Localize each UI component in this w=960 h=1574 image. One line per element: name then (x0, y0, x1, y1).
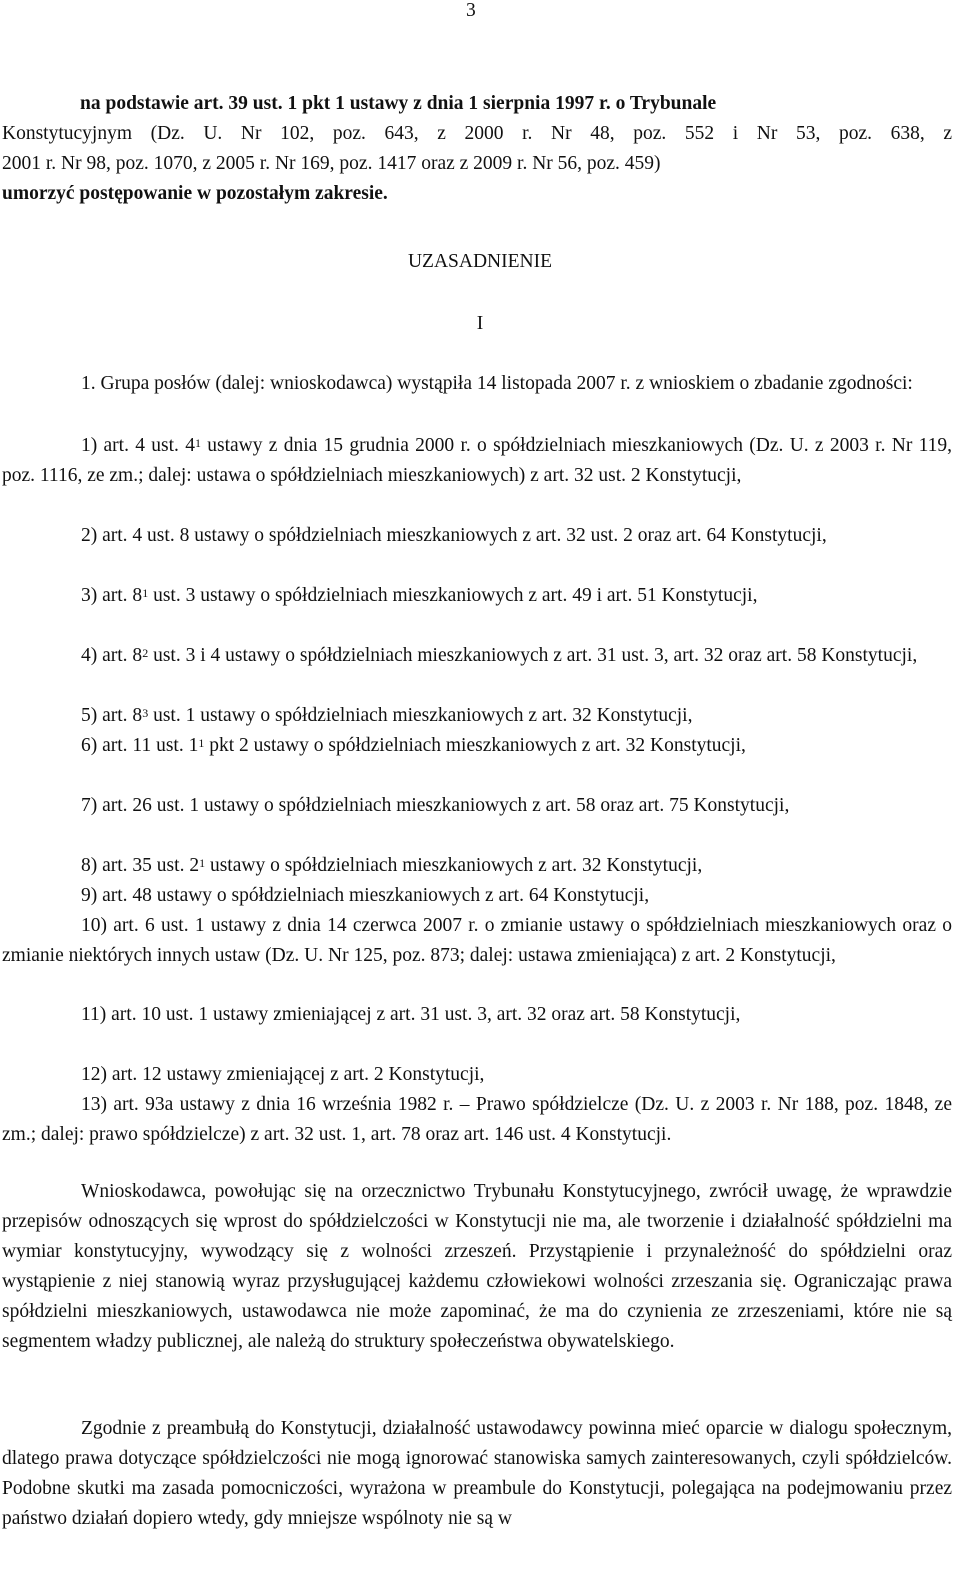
list-item (2, 1060, 952, 1090)
list-item-text-continued: ustawy o spółdzielniach mieszkaniowych z art. 32 Konstytucji, (205, 855, 703, 876)
list-item-text-continued: ustawy z dnia 15 grudnia 2000 r. o spółdzielniach mieszkaniowych (Dz. U. z 2003 r. Nr 119, poz. 1116, ze zm.; dalej: ustawa o spółdzielniach mieszkaniowych) z art. 32 ust. 2 Konstytucji, (2, 435, 952, 486)
list-item-text-continued: ust. 3 ustawy o spółdzielniach mieszkaniowych z art. 49 i art. 51 Konstytucji, (148, 585, 758, 606)
list-item-text: 9) art. 48 ustawy o spółdzielniach mieszkaniowych z art. 64 Konstytucji, (81, 885, 650, 906)
list-item-text: 2) art. 4 ust. 8 ustawy o spółdzielniach mieszkaniowych z art. 32 ust. 2 oraz art. 64 Konstytucji, (81, 525, 827, 546)
list-item (2, 791, 952, 821)
paragraph-1: Wnioskodawca, powołując się na orzecznictwo Trybunału Konstytucyjnego, zwrócił uwagę, że wprawdzie przepisów odnoszących się wprost do spółdzielczości w Konstytucji nie ma, ale tworzenie i działalność spółdzielni ma wymiar konstytucyjny, wywodzący się z wolności zrzeszeń. Przystąpienie i przynależność do spółdzielni oraz wystąpienie z niej stanowią wyraz przysługującej każdemu człowiekowi wolności zrzeszania się. Ograniczając prawa spółdzielni mieszkaniowych, ustawodawca nie może zapominać, że ma do czynienia ze zrzeszeniami, które nie są segmentem władzy publicznej, ale należą do struktury społeczeństwa obywatelskiego. (2, 1181, 952, 1352)
superscript: 1 (194, 436, 201, 450)
decision-line-2: Konstytucyjnym (Dz. U. Nr 102, poz. 643, z 2000 r. Nr 48, poz. 552 i Nr 53, poz. 638, z (2, 123, 952, 144)
decision-line-1: na podstawie art. 39 ust. 1 pkt 1 ustawy z dnia 1 sierpnia 1997 r. o Trybunale (80, 93, 717, 114)
list-item (2, 1090, 952, 1150)
paragraph-2: Zgodnie z preambułą do Konstytucji, działalność ustawodawcy powinna mieć oparcie w dialogu społecznym, dlatego prawa dotyczące spółdzielczości nie mogą ignorować stanowiska samych zainteresowanych, czyli spółdzielców. Podobne skutki ma zasada pomocniczości, wyrażona w preambule do Konstytucji, polegająca na podejmowaniu przez państwo działań dopiero wtedy, gdy mniejsze wspólnoty nie są w (2, 1418, 952, 1529)
list-item (2, 881, 952, 911)
superscript: 2 (142, 646, 149, 660)
list-item (2, 701, 952, 731)
list-item-text-continued: pkt 2 ustawy o spółdzielniach mieszkaniowych z art. 32 Konstytucji, (204, 735, 746, 756)
list-item-text: 5) art. 8 (81, 705, 143, 726)
list-item-text: 1) art. 4 ust. 4 (81, 435, 195, 456)
list-item (2, 851, 952, 881)
list-item (2, 431, 952, 491)
page-number: 3 (466, 0, 476, 21)
list-item-text-continued: ust. 1 ustawy o spółdzielniach mieszkaniowych z art. 32 Konstytucji, (148, 705, 693, 726)
list-item (2, 731, 952, 761)
superscript: 3 (142, 706, 149, 720)
list-item-text: 13) art. 93a ustawy z dnia 16 września 1982 r. – Prawo spółdzielcze (Dz. U. z 2003 r. Nr 188, poz. 1848, ze zm.; dalej: prawo spółdzielcze) z art. 32 ust. 1, art. 78 oraz art. 146 ust. 4 Konstytucji. (2, 1094, 952, 1145)
list-item-text-continued: ust. 3 i 4 ustawy o spółdzielniach mieszkaniowych z art. 31 ust. 3, art. 32 oraz art. 58 Konstytucji, (148, 645, 918, 666)
list-item-text: 6) art. 11 ust. 1 (81, 735, 199, 756)
superscript: 1 (199, 856, 206, 870)
list-item-text: 12) art. 12 ustawy zmieniającej z art. 2 Konstytucji, (81, 1064, 485, 1085)
section-heading: UZASADNIENIE (407, 251, 553, 272)
superscript: 1 (142, 586, 149, 600)
section-number: I (476, 313, 484, 334)
list-item-text: 8) art. 35 ust. 2 (81, 855, 200, 876)
list-item (2, 911, 952, 971)
intro-paragraph: 1. Grupa posłów (dalej: wnioskodawca) wystąpiła 14 listopada 2007 r. z wnioskiem o zbadanie zgodności: (81, 373, 913, 394)
list-item-text: 7) art. 26 ust. 1 ustawy o spółdzielniach mieszkaniowych z art. 58 oraz art. 75 Konstytucji, (81, 795, 790, 816)
decision-line-4: umorzyć postępowanie w pozostałym zakresie. (2, 183, 388, 204)
list-item-text: 10) art. 6 ust. 1 ustawy z dnia 14 czerwca 2007 r. o zmianie ustawy o spółdzielniach mieszkaniowych oraz o zmianie niektórych innych ustaw (Dz. U. Nr 125, poz. 873; dalej: ustawa zmieniająca) z art. 2 Konstytucji, (2, 915, 952, 966)
superscript: 1 (198, 736, 205, 750)
list-item-text: 11) art. 10 ust. 1 ustawy zmieniającej z art. 31 ust. 3, art. 32 oraz art. 58 Konstytucji, (81, 1004, 741, 1025)
list-item (2, 521, 952, 551)
list-item (2, 641, 952, 671)
list-item-text: 3) art. 8 (81, 585, 143, 606)
list-item (2, 1000, 952, 1030)
decision-line-3: 2001 r. Nr 98, poz. 1070, z 2005 r. Nr 169, poz. 1417 oraz z 2009 r. Nr 56, poz. 459) (2, 153, 661, 174)
list-item-text: 4) art. 8 (81, 645, 143, 666)
list-item (2, 581, 952, 611)
